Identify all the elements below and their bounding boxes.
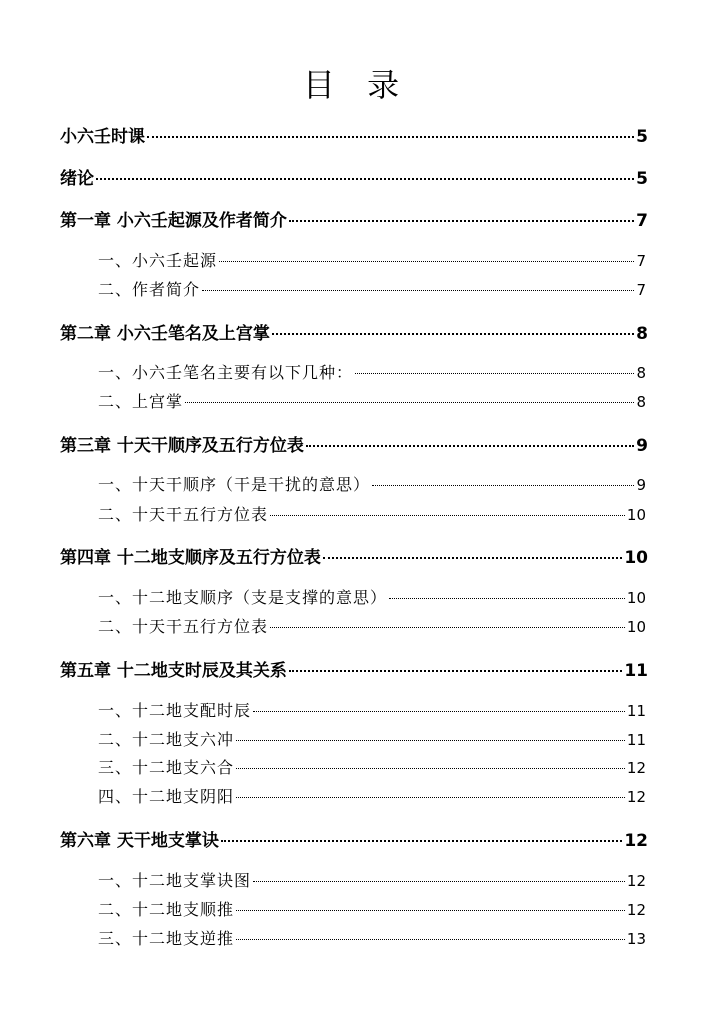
toc-entry[interactable] <box>98 926 646 949</box>
toc-entry-label: 一、十二地支配时辰 <box>98 701 252 720</box>
dot-leader <box>236 797 625 798</box>
dot-leader <box>236 740 625 741</box>
dot-leader <box>253 711 625 712</box>
dot-leader <box>372 485 634 486</box>
toc-entry-page: 10 <box>626 589 646 607</box>
toc-entry-label: 二、上宫掌 <box>98 392 184 411</box>
toc-entry-page: 12 <box>624 831 648 851</box>
toc-entry-label: 三、十二地支逆推 <box>98 929 235 948</box>
toc-entry-label: 三、十二地支六合 <box>98 758 235 777</box>
dot-leader <box>389 598 625 599</box>
dot-leader <box>147 136 634 138</box>
toc-entry[interactable] <box>60 122 648 147</box>
toc-entry-label: 一、小六壬笔名主要有以下几种： <box>98 363 354 382</box>
toc-entry-page: 12 <box>626 788 646 806</box>
toc-entry-label: 一、十天干顺序（干是干扰的意思） <box>98 475 371 494</box>
toc-entry-label: 第五章 十二地支时辰及其关系 <box>60 661 287 681</box>
toc-entry-label: 二、十二地支六冲 <box>98 730 235 749</box>
page-title: 目 录 <box>302 66 404 104</box>
dot-leader <box>185 402 634 403</box>
toc-entry[interactable] <box>60 543 648 568</box>
toc-entry[interactable] <box>98 868 646 891</box>
dot-leader <box>236 910 625 911</box>
toc-entry[interactable] <box>60 656 648 681</box>
toc-entry-label: 小六壬时课 <box>60 127 145 147</box>
dot-leader <box>219 261 634 262</box>
toc-entry-page: 10 <box>626 618 646 636</box>
dot-leader <box>270 515 625 516</box>
toc-entry-page: 5 <box>636 127 648 147</box>
toc-entry-label: 一、十二地支掌诀图 <box>98 871 252 890</box>
toc-entry-label: 二、十天干五行方位表 <box>98 505 269 524</box>
toc-entry[interactable] <box>60 206 648 231</box>
toc-entry-label: 第一章 小六壬起源及作者简介 <box>60 211 287 231</box>
toc-entry-page: 9 <box>636 476 646 494</box>
toc-entry-page: 12 <box>626 901 646 919</box>
dot-leader <box>289 220 634 222</box>
dot-leader <box>96 178 634 180</box>
toc-entry-page: 10 <box>626 506 646 524</box>
dot-leader <box>253 881 625 882</box>
toc-entry-label: 四、十二地支阴阳 <box>98 787 235 806</box>
dot-leader <box>272 333 634 335</box>
dot-leader <box>355 373 634 374</box>
toc-entry-page: 10 <box>624 548 648 568</box>
toc-entry-page: 8 <box>636 364 646 382</box>
dot-leader <box>306 445 634 447</box>
dot-leader <box>236 939 625 940</box>
toc-entry[interactable] <box>98 389 646 412</box>
dot-leader <box>323 557 622 559</box>
toc-entry-page: 11 <box>626 731 646 749</box>
toc-entry[interactable] <box>60 826 648 851</box>
toc-entry-label: 二、十二地支顺推 <box>98 900 235 919</box>
toc-entry-label: 一、小六壬起源 <box>98 251 218 270</box>
toc-entry-page: 11 <box>624 661 648 681</box>
toc-entry-page: 12 <box>626 759 646 777</box>
toc-entry-label: 绪论 <box>60 169 94 189</box>
toc-entry-label: 二、十天干五行方位表 <box>98 617 269 636</box>
toc-entry-page: 13 <box>626 930 646 948</box>
toc-entry-page: 5 <box>636 169 648 189</box>
dot-leader <box>221 840 622 842</box>
toc-entry[interactable] <box>60 164 648 189</box>
dot-leader <box>270 627 625 628</box>
toc-entry[interactable] <box>98 360 646 383</box>
toc-entry-page: 8 <box>636 324 648 344</box>
toc-entry[interactable] <box>60 319 648 344</box>
toc-entry-page: 7 <box>636 211 648 231</box>
toc-entry[interactable] <box>98 472 646 495</box>
toc-entry[interactable] <box>98 277 646 300</box>
toc-entry-label: 第四章 十二地支顺序及五行方位表 <box>60 548 321 568</box>
toc-entry-page: 12 <box>626 872 646 890</box>
toc-entry[interactable] <box>98 897 646 920</box>
toc-entry[interactable] <box>98 248 646 271</box>
toc-entry-page: 7 <box>636 281 646 299</box>
dot-leader <box>236 768 625 769</box>
toc-entry[interactable] <box>98 614 646 637</box>
toc-entry-label: 第三章 十天干顺序及五行方位表 <box>60 436 304 456</box>
toc-entry[interactable] <box>60 431 648 456</box>
toc-entry-label: 第六章 天干地支掌诀 <box>60 831 219 851</box>
toc-entry-label: 一、十二地支顺序（支是支撑的意思） <box>98 588 388 607</box>
toc-entry-page: 9 <box>636 436 648 456</box>
toc-entry[interactable] <box>98 727 646 750</box>
toc-entry-page: 8 <box>636 393 646 411</box>
toc-entry-page: 11 <box>626 702 646 720</box>
toc-entry-label: 二、作者简介 <box>98 280 201 299</box>
toc-entry[interactable] <box>98 502 646 525</box>
toc-entry-label: 第二章 小六壬笔名及上宫掌 <box>60 324 270 344</box>
dot-leader <box>289 670 622 672</box>
toc-entry[interactable] <box>98 784 646 807</box>
toc-entry[interactable] <box>98 698 646 721</box>
toc-entry-page: 7 <box>636 252 646 270</box>
dot-leader <box>202 290 634 291</box>
toc-entry[interactable] <box>98 755 646 778</box>
toc-entry[interactable] <box>98 585 646 608</box>
